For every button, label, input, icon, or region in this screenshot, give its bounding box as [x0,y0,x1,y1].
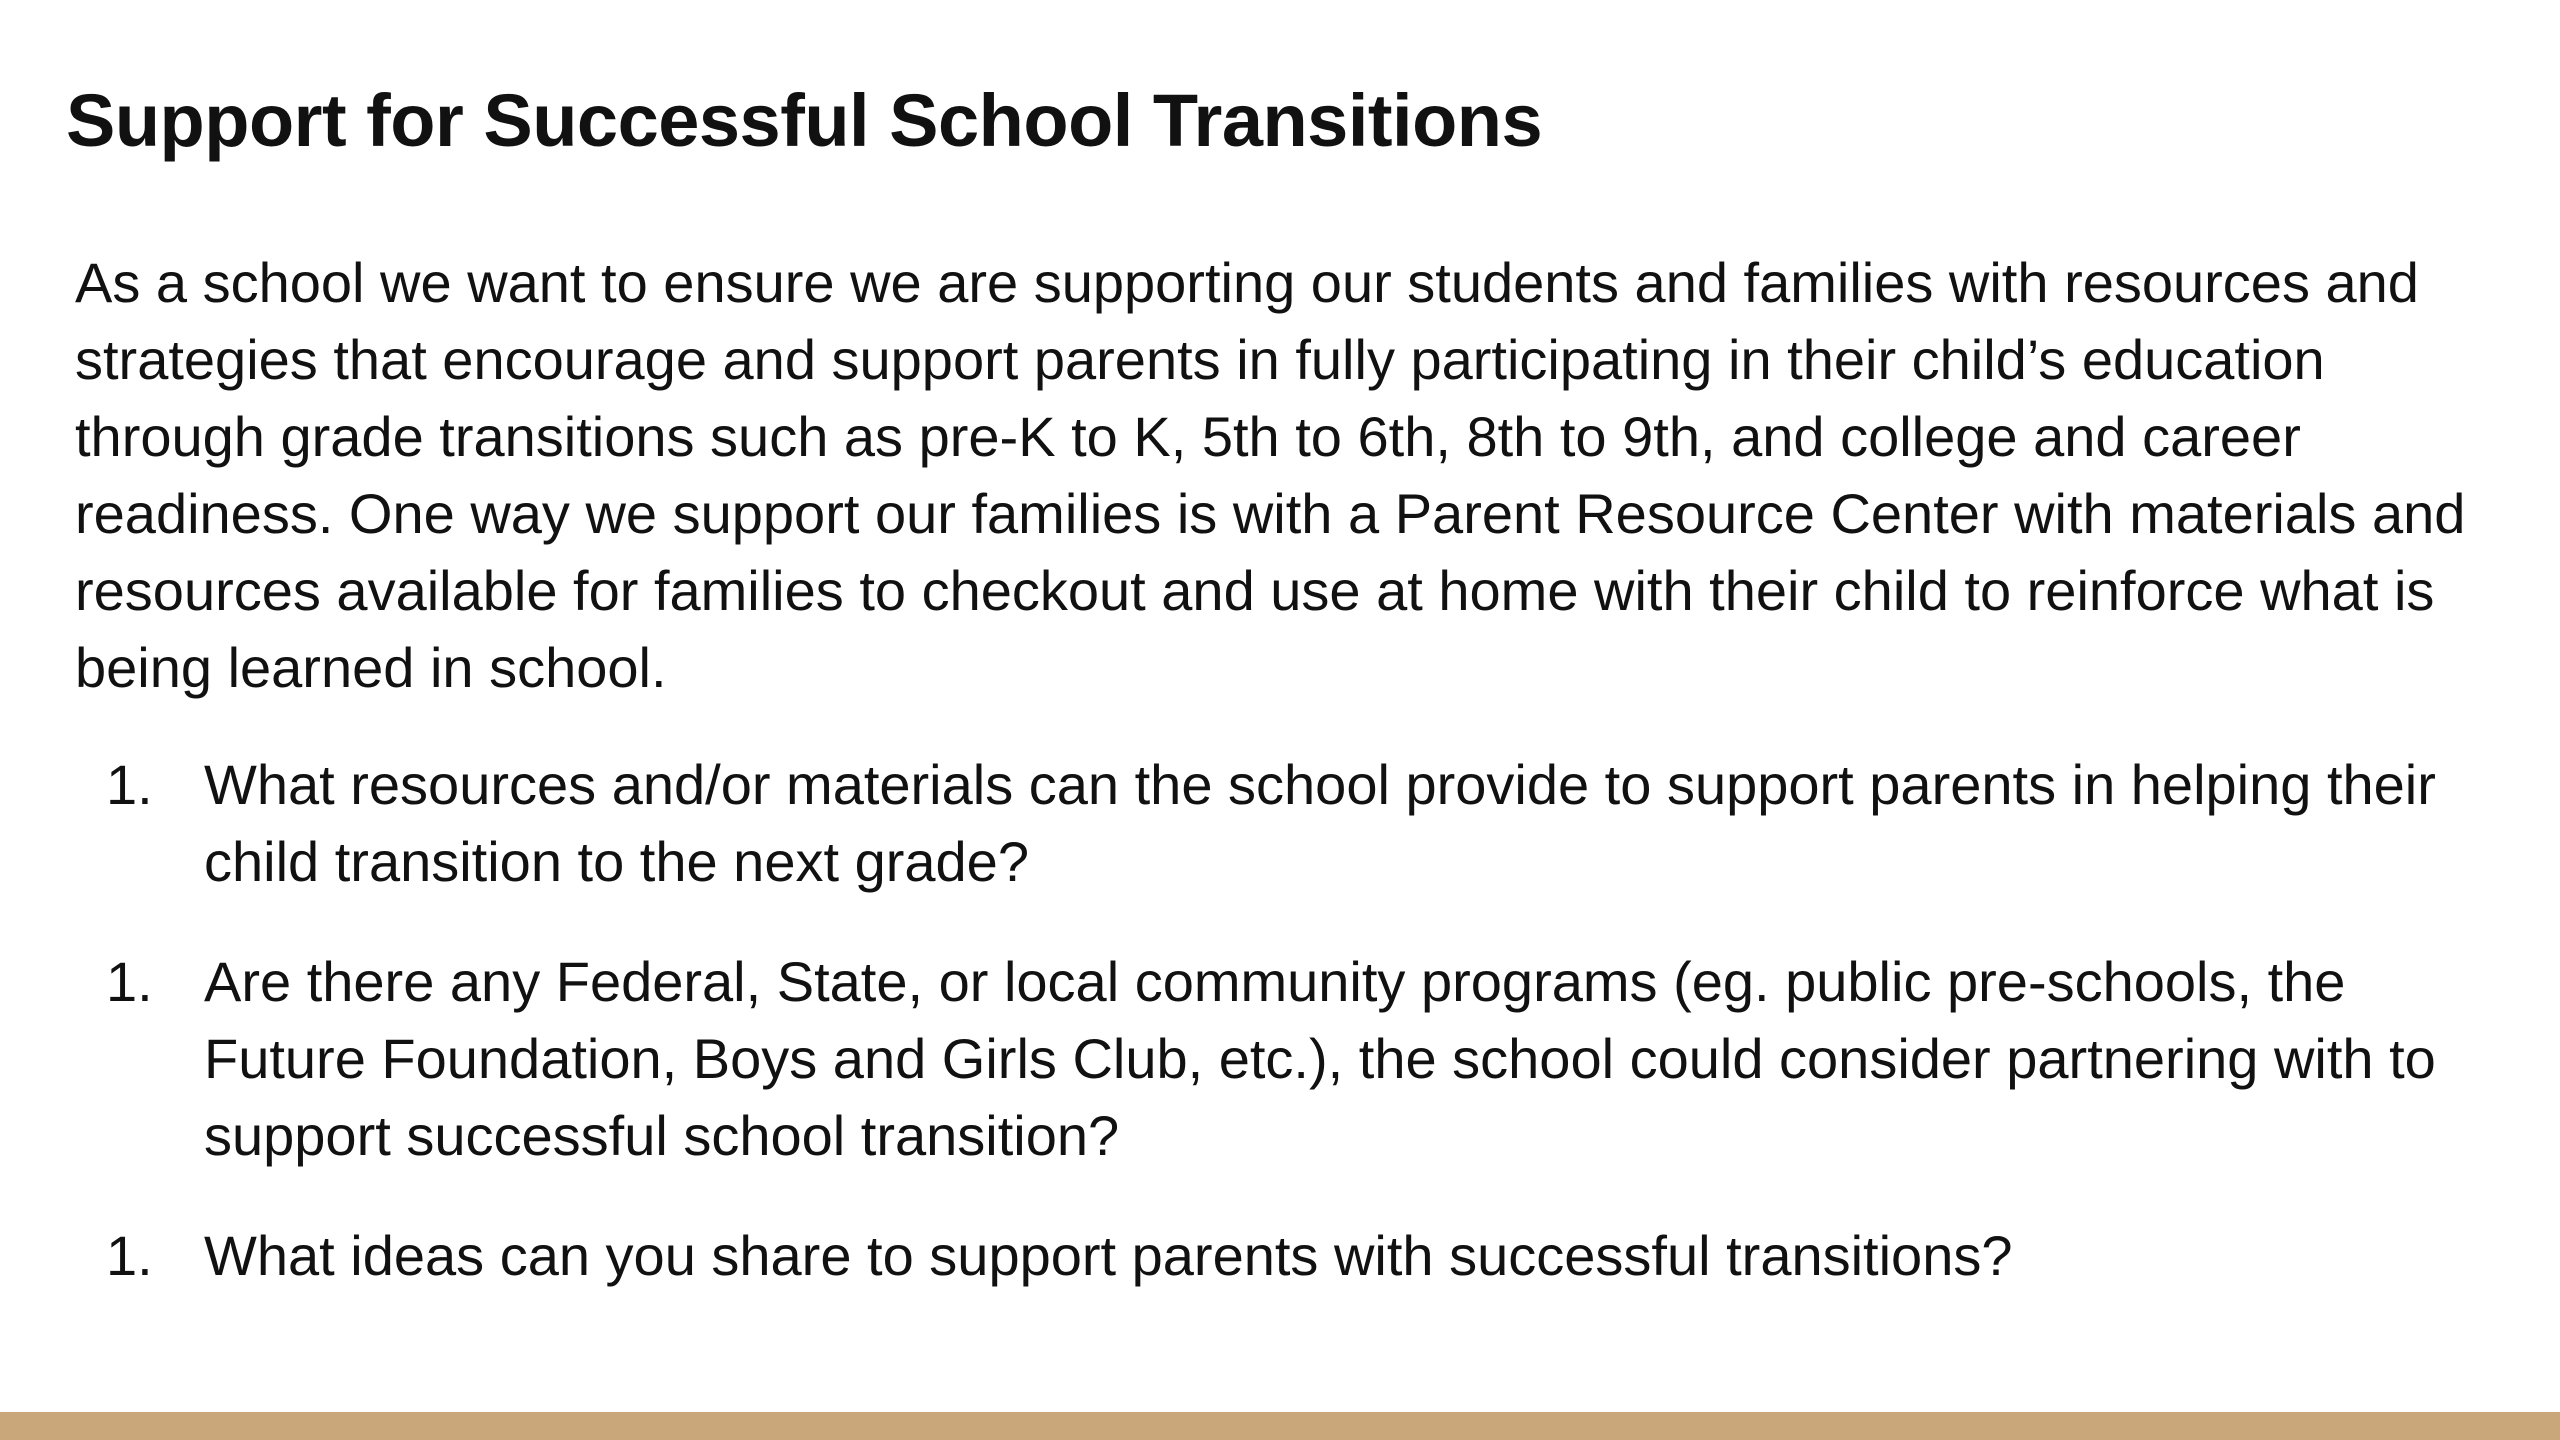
list-item-number: 1. [106,1224,153,1287]
list-item-text: Are there any Federal, State, or local community programs (eg. public pre-schools, the Future Foundation, Boys and Girls Club, etc.), the school could consider partnering with to support successful school transition? [204,950,2436,1167]
list-item [0,1217,2484,1294]
list-item [0,943,2484,1174]
list-item-text: What ideas can you share to support parents with successful transitions? [204,1224,2013,1287]
question-list [0,746,2560,1337]
list-item-text: What resources and/or materials can the school provide to support parents in helping their child transition to the next grade? [204,753,2436,893]
footer-accent-bar [0,1412,2560,1440]
list-item-number: 1. [106,753,153,816]
intro-paragraph: As a school we want to ensure we are supporting our students and families with resources and strategies that encourage and support parents in fully participating in their child’s education through grade transitions such as pre-K to K, 5th to 6th, 8th to 9th, and college and career readiness. One way we support our families is with a Parent Resource Center with materials and resources available for families to checkout and use at home with their child to reinforce what is being learned in school. [75,251,2466,699]
list-item-number: 1. [106,950,153,1013]
list-item [0,746,2484,900]
slide-title: Support for Successful School Transitions [66,79,1543,162]
